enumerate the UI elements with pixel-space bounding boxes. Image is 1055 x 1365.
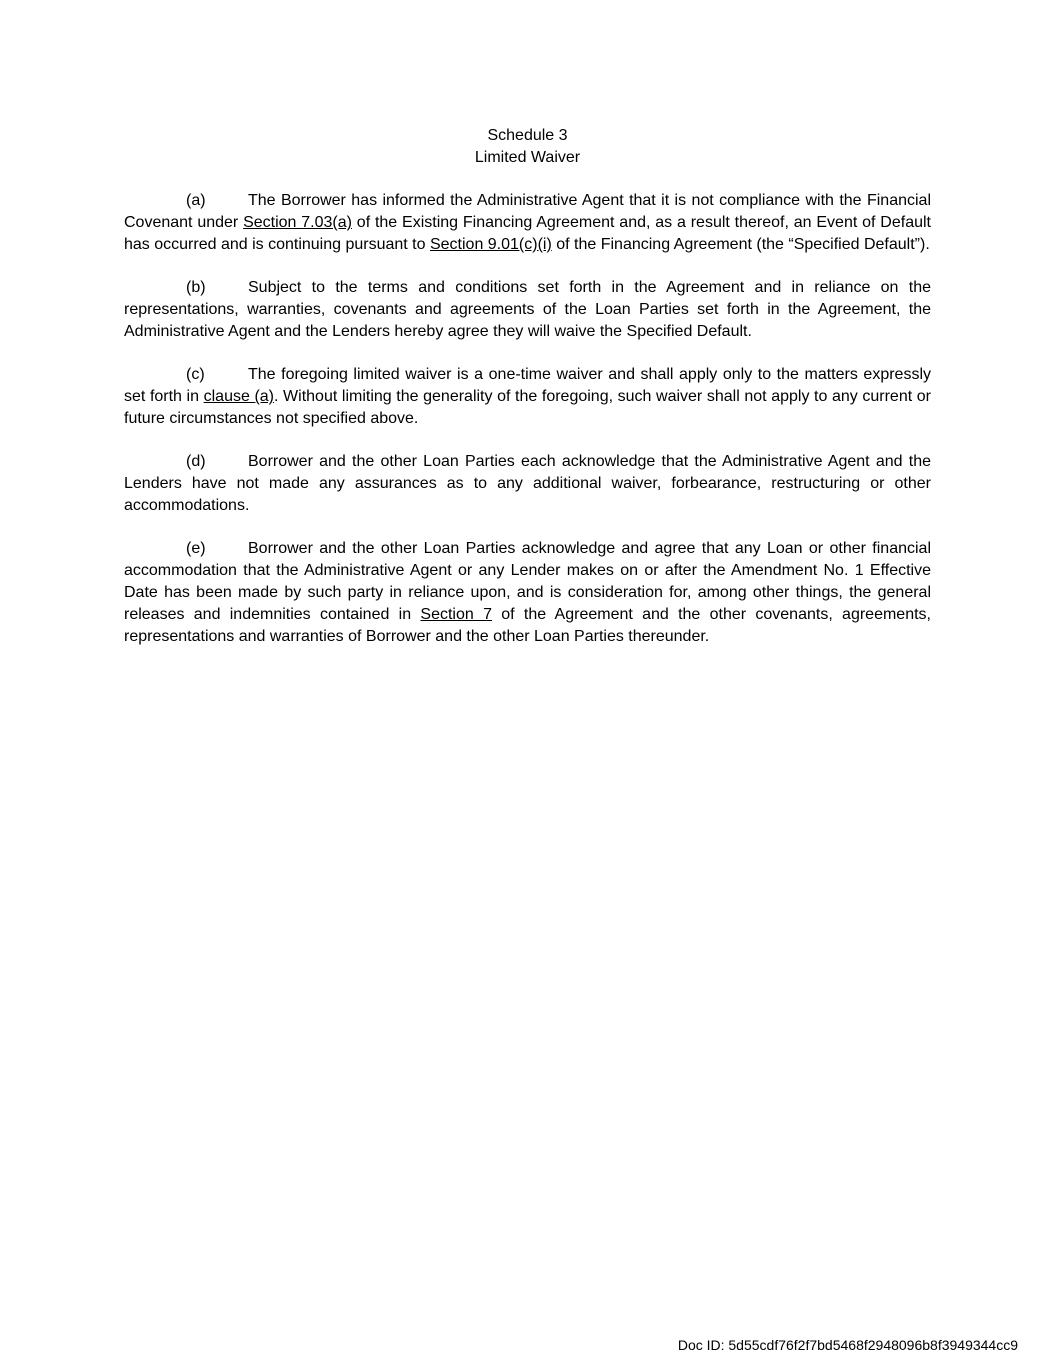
paragraph-label: (a) [186, 192, 206, 209]
section-reference: Section 7 [420, 606, 492, 623]
paragraph-text: Borrower and the other Loan Parties acknowledge and agree that any Loan or other financial accommodation that the Administrative Agent or any Lender makes on or after the Amendment No. 1 Effective Date has been made by such party in reliance upon, and is consideration for, among other things, the general releases and indemnities contained in [124, 540, 931, 623]
paragraph-text: . Without limiting the generality of the foregoing, such waiver shall not apply to any current or future circumstances not specified above. [124, 388, 932, 427]
paragraph-label: (d) [186, 453, 206, 470]
paragraph-text: of the Financing Agreement (the “Specified Default”). [551, 236, 930, 253]
paragraph-c [124, 364, 931, 430]
paragraph-text: of the Existing Financing Agreement and, as a result thereof, an Event of Default has occurred and is continuing pursuant to [124, 214, 931, 253]
paragraph-text: The Borrower has informed the Administrative Agent that it is not compliance with the Financial Covenant under [124, 192, 931, 231]
document-body [124, 190, 931, 669]
paragraph-e [124, 538, 931, 648]
doc-id-footer: Doc ID: 5d55cdf76f2f7bd5468f2948096b8f3949344cc9 [677, 1337, 1018, 1353]
paragraph-text: Subject to the terms and conditions set forth in the Agreement and in reliance on the representations, warranties, covenants and agreements of the Loan Parties set forth in the Agreement, the Administrative Agent and the Lenders hereby agree they will waive the Specified Default. [124, 279, 931, 340]
paragraph-label: (b) [186, 279, 206, 296]
clause-reference: clause (a) [203, 388, 275, 405]
section-reference: Section 9.01(c)(i) [429, 236, 552, 253]
schedule-title: Limited Waiver [474, 149, 581, 166]
paragraph-a [124, 190, 931, 256]
paragraph-d [124, 451, 931, 517]
paragraph-label: (c) [186, 366, 205, 383]
paragraph-label: (e) [186, 540, 206, 557]
paragraph-text: The foregoing limited waiver is a one-time waiver and shall apply only to the matters expressly set forth in [124, 366, 931, 405]
paragraph-b [124, 277, 931, 343]
section-reference: Section 7.03(a) [243, 214, 352, 231]
paragraph-text: Borrower and the other Loan Parties each acknowledge that the Administrative Agent and the Lenders have not made any assurances as to any additional waiver, forbearance, restructuring or other accommodations. [124, 453, 931, 514]
paragraph-text: of the Agreement and the other covenants, agreements, representations and warranties of Borrower and the other Loan Parties thereunder. [124, 606, 931, 645]
schedule-number: Schedule 3 [487, 127, 568, 144]
schedule-header [0, 125, 1055, 169]
